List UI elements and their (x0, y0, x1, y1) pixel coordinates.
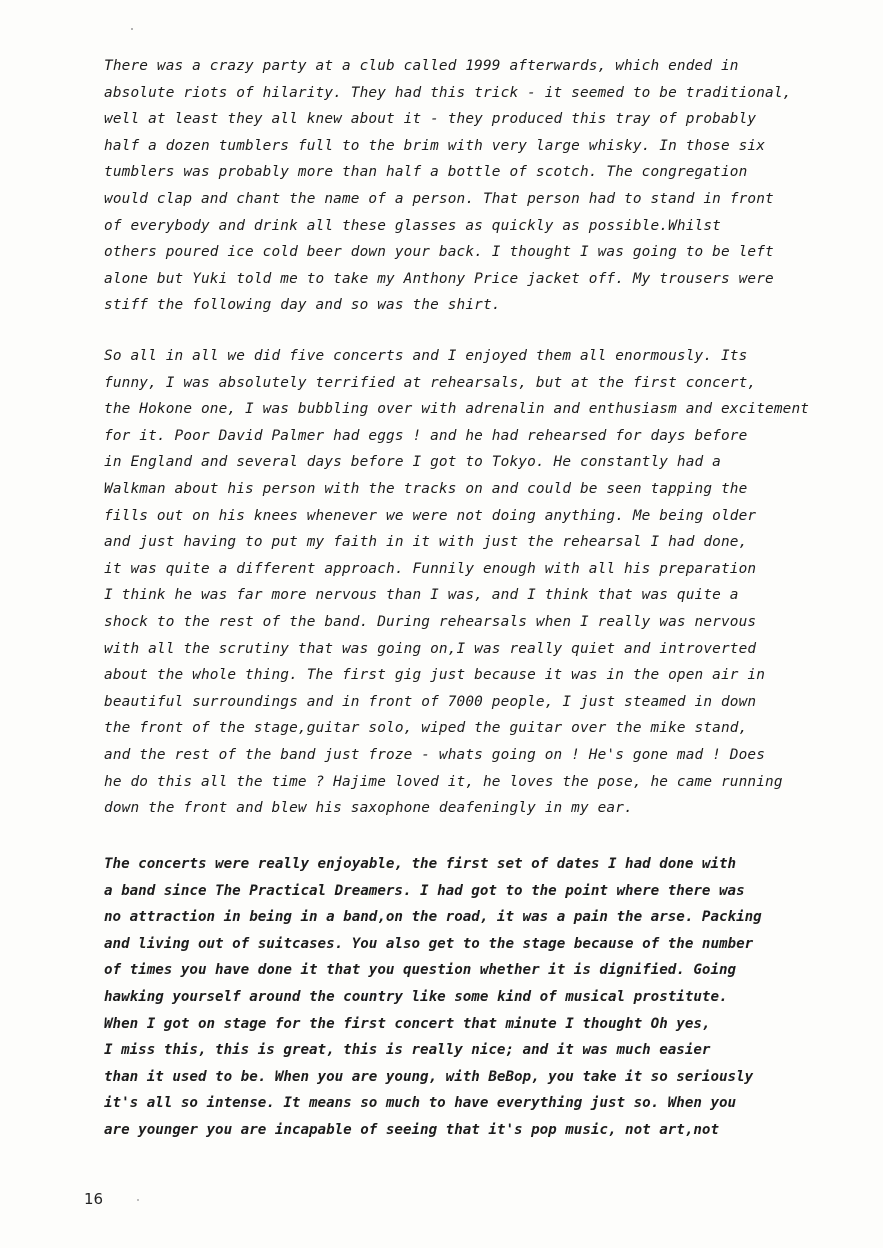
text-line: absolute riots of hilarity. They had this trick - it seemed to be traditional, (104, 84, 792, 101)
text-line: than it used to be. When you are young, with BeBop, you take it so seriously (104, 1068, 754, 1085)
text-line: others poured ice cold beer down your back. I thought I was going to be left (104, 244, 774, 261)
text-line: down the front and blew his saxophone deafeningly in my ear. (104, 800, 633, 817)
paragraph-party (104, 53, 824, 319)
text-line: would clap and chant the name of a person. That person had to stand in front (104, 190, 774, 207)
text-line: stiff the following day and so was the shirt. (104, 297, 501, 314)
text-line: beautiful surroundings and in front of 7000 people, I just steamed in down (104, 693, 757, 710)
text-line: fills out on his knees whenever we were not doing anything. Me being older (104, 507, 757, 524)
text-line: The concerts were really enjoyable, the first set of dates I had done with (104, 856, 737, 872)
page-speck (131, 28, 133, 30)
text-line: it was quite a different approach. Funnily enough with all his preparation (104, 560, 757, 577)
text-line: and the rest of the band just froze - whats going on ! He's gone mad ! Does (104, 746, 766, 763)
text-line: and just having to put my faith in it with just the rehearsal I had done, (104, 534, 748, 551)
text-line: shock to the rest of the band. During rehearsals when I really was nervous (104, 613, 757, 630)
text-line: I think he was far more nervous than I was, and I think that was quite a (104, 587, 739, 604)
text-line: a band since The Practical Dreamers. I had got to the point where there was (104, 882, 745, 899)
text-line: half a dozen tumblers full to the brim with very large whisky. In those six (104, 137, 766, 154)
page-speck (137, 1199, 139, 1201)
text-line: Walkman about his person with the tracks on and could be seen tapping the (104, 480, 748, 497)
text-line: about the whole thing. The first gig just because it was in the open air in (104, 667, 766, 684)
text-line: of everybody and drink all these glasses as quickly as possible.Whilst (104, 217, 721, 234)
paragraph-enjoyable (104, 851, 824, 1144)
text-line: There was a crazy party at a club called 1999 afterwards, which ended in (104, 58, 739, 74)
paragraph-concerts (104, 343, 824, 822)
page-number: 16 (84, 1190, 104, 1208)
text-line: he do this all the time ? Hajime loved it, he loves the pose, he came running (104, 773, 783, 790)
text-line: it's all so intense. It means so much to have everything just so. When you (104, 1095, 737, 1112)
text-line: When I got on stage for the first concert that minute I thought Oh yes, (104, 1015, 711, 1032)
text-line: and living out of suitcases. You also get to the stage because of the number (104, 935, 754, 952)
text-line: So all in all we did five concerts and I enjoyed them all enormously. Its (104, 348, 748, 364)
text-line: for it. Poor David Palmer had eggs ! and he had rehearsed for days before (104, 427, 748, 444)
text-line: the front of the stage,guitar solo, wiped the guitar over the mike stand, (104, 720, 748, 737)
text-line: in England and several days before I got to Tokyo. He constantly had a (104, 454, 721, 471)
text-line: alone but Yuki told me to take my Anthony Price jacket off. My trousers were (104, 270, 774, 287)
text-line: well at least they all knew about it - they produced this tray of probably (104, 111, 757, 128)
text-line: no attraction in being in a band,on the road, it was a pain the arse. Packing (104, 909, 762, 926)
text-line: of times you have done it that you question whether it is dignified. Going (104, 962, 737, 979)
text-line: tumblers was probably more than half a bottle of scotch. The congregation (104, 164, 748, 181)
text-line: the Hokone one, I was bubbling over with adrenalin and enthusiasm and excitement (104, 401, 810, 418)
text-line: are younger you are incapable of seeing that it's pop music, not art,not (104, 1121, 719, 1138)
text-line: with all the scrutiny that was going on,I was really quiet and introverted (104, 640, 757, 657)
text-line: funny, I was absolutely terrified at rehearsals, but at the first concert, (104, 374, 757, 391)
text-line: hawking yourself around the country like some kind of musical prostitute. (104, 988, 728, 1005)
text-line: I miss this, this is great, this is really nice; and it was much easier (104, 1042, 711, 1059)
